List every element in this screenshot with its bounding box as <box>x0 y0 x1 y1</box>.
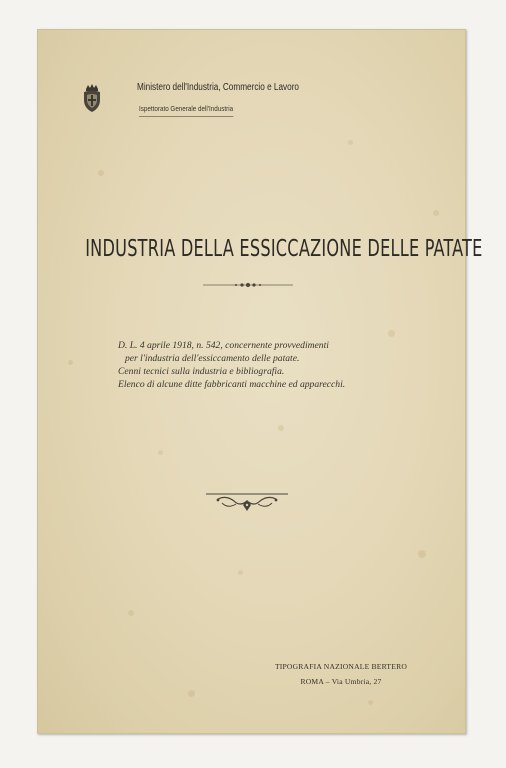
booklet-cover <box>37 29 483 734</box>
contents-description <box>118 339 418 391</box>
document-title: INDUSTRIA DELLA ESSICCAZIONE DELLE PATATE <box>85 236 483 262</box>
ornament-icon <box>204 489 290 513</box>
printer-name: TIPOGRAFIA NAZIONALE BERTERO <box>274 662 408 671</box>
printer-address: ROMA – Via Umbria, 27 <box>300 677 382 686</box>
description-line-3: Cenni tecnici sulla industria e bibliografia. <box>118 366 285 377</box>
description-line-2: per l'industria dell'essiccamento delle patate. <box>125 353 300 364</box>
title-divider-icon <box>203 280 293 290</box>
ministry-name: Ministero dell'Industria, Commercio e Lavoro <box>137 82 299 93</box>
description-line-1: D. L. 4 aprile 1918, n. 542, concernente provvedimenti <box>118 340 329 351</box>
description-line-4: Elenco di alcune ditte fabbricanti macchine ed apparecchi. <box>118 379 346 390</box>
royal-emblem-icon <box>80 83 104 113</box>
inspectorate-name: Ispettorato Generale dell'Industria <box>139 104 233 117</box>
printer-imprint <box>266 662 416 686</box>
